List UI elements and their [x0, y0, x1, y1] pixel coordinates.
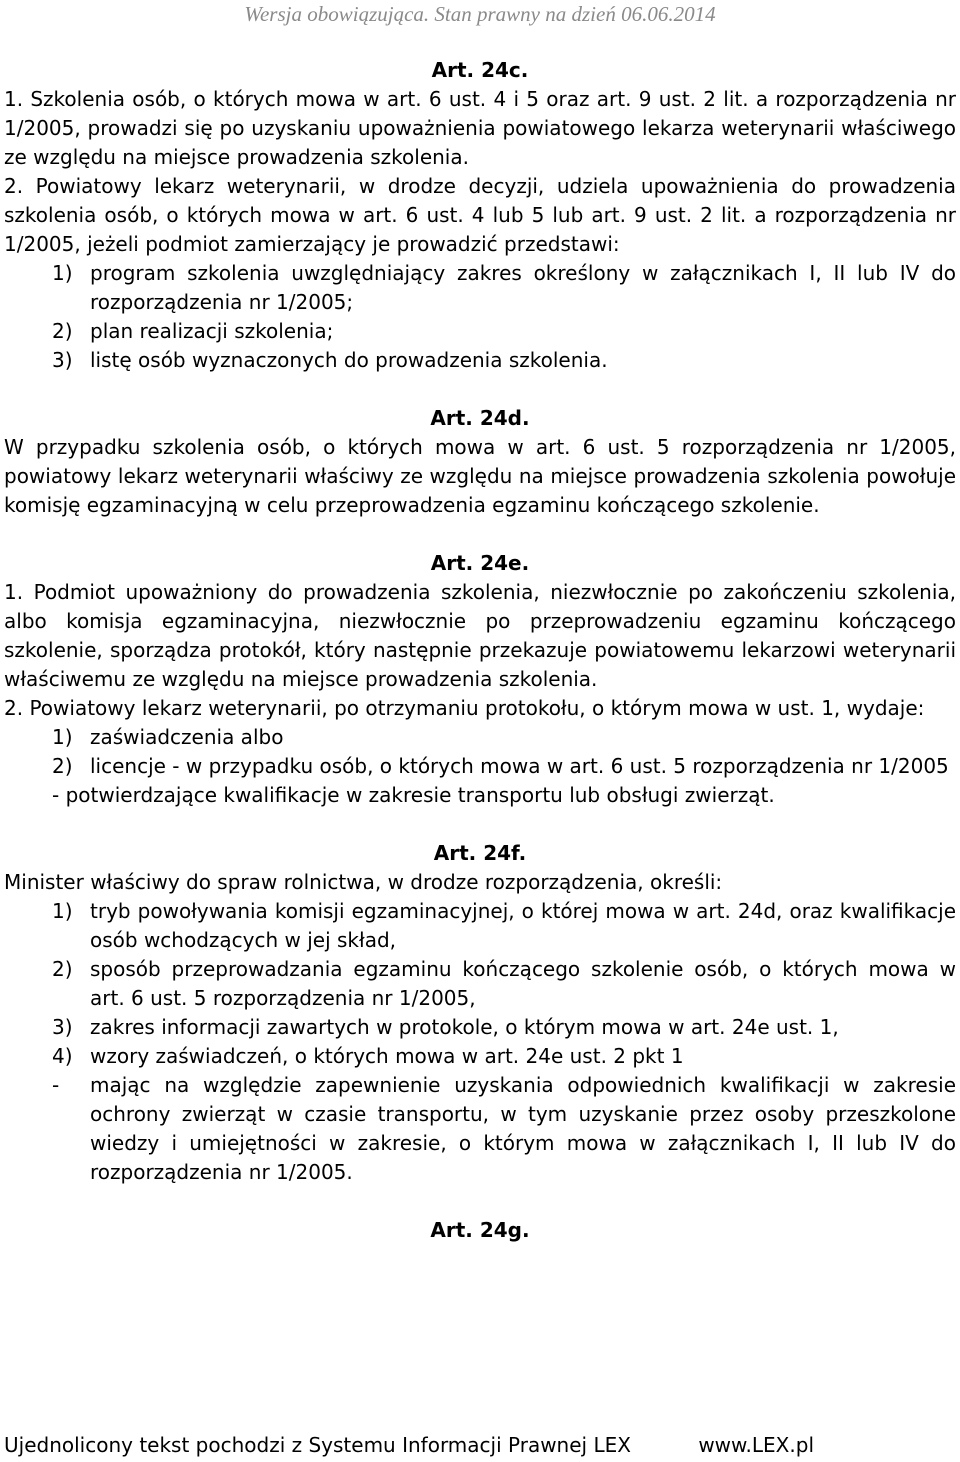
footer-source: Ujednolicony tekst pochodzi z Systemu Informacji Prawnej LEX [4, 1433, 631, 1457]
list-item [4, 1013, 956, 1042]
list-item-text: program szkolenia uwzględniający zakres określony w załącznikach I, II lub IV do rozporządzenia nr 1/2005; [90, 261, 956, 314]
list-item-number: 3) [52, 1015, 73, 1039]
list-item-text: licencje - w przypadku osób, o których mowa w art. 6 ust. 5 rozporządzenia nr 1/2005 [90, 754, 949, 778]
page-header: Wersja obowiązująca. Stan prawny na dzień 06.06.2014 [244, 2, 716, 26]
list-item-text: plan realizacji szkolenia; [90, 319, 334, 343]
article-24e-title: Art. 24e. [430, 551, 530, 575]
closing-text: mając na względzie zapewnienie uzyskania odpowiednich kwalifikacji w zakresie ochrony zwierząt w czasie transportu, w tym uzyskanie przez osoby przeszkolone wiedzy i umiejętności w zakresie, o którym mowa w załącznikach I, II lub IV do rozporządzenia nr 1/2005. [90, 1073, 956, 1184]
list-item [4, 723, 956, 752]
list-item-text: zaświadczenia albo [90, 725, 284, 749]
article-24f-closing [4, 1071, 956, 1187]
article-24f-paragraph: Minister właściwy do spraw rolnictwa, w drodze rozporządzenia, określi: [4, 870, 723, 894]
list-item [4, 317, 956, 346]
list-item-text: tryb powoływania komisji egzaminacyjnej, o której mowa w art. 24d, oraz kwalifikacje osób wchodzących w jej skład, [90, 899, 956, 952]
closing-text: - potwierdzające kwalifikacje w zakresie transportu lub obsługi zwierząt. [52, 783, 775, 807]
list-item-number: 4) [52, 1044, 73, 1068]
article-24c-title: Art. 24c. [431, 58, 529, 82]
article-24f-title: Art. 24f. [433, 841, 527, 865]
article-24e-paragraph-2: 2. Powiatowy lekarz weterynarii, po otrzymaniu protokołu, o którym mowa w ust. 1, wydaje: [4, 696, 925, 720]
list-item [4, 1042, 956, 1071]
article-24e-paragraph-1: 1. Podmiot upoważniony do prowadzenia szkolenia, niezwłocznie po zakończeniu szkolenia, albo komisja egzaminacyjna, niezwłocznie po przeprowadzeniu egzaminu kończącego szkolenie, sporządza protokół, który następnie przekazuje powiatowemu lekarzowi weterynarii właściwemu ze względu na miejsce prowadzenia szkolenia. [4, 580, 956, 691]
article-24e-closing [4, 781, 956, 810]
article-24d-paragraph: W przypadku szkolenia osób, o których mowa w art. 6 ust. 5 rozporządzenia nr 1/2005, powiatowy lekarz weterynarii właściwy ze względu na miejsce prowadzenia szkolenia powołuje komisję egzaminacyjną w celu przeprowadzenia egzaminu kończącego szkolenie. [4, 435, 956, 517]
list-item-text: listę osób wyznaczonych do prowadzenia szkolenia. [90, 348, 608, 372]
list-item-text: sposób przeprowadzania egzaminu kończącego szkolenie osób, o których mowa w art. 6 ust. 5 rozporządzenia nr 1/2005, [90, 957, 956, 1010]
article-24c-paragraph-1: 1. Szkolenia osób, o których mowa w art. 6 ust. 4 i 5 oraz art. 9 ust. 2 lit. a rozporządzenia nr 1/2005, prowadzi się po uzyskaniu upoważnienia powiatowego lekarza weterynarii właściwego ze względu na miejsce prowadzenia szkolenia. [4, 87, 956, 169]
document-body [4, 56, 956, 1245]
list-item-text: wzory zaświadczeń, o których mowa w art. 24e ust. 2 pkt 1 [90, 1044, 684, 1068]
list-item-text: zakres informacji zawartych w protokole, o którym mowa w art. 24e ust. 1, [90, 1015, 839, 1039]
list-item-number: 1) [52, 725, 73, 749]
list-item [4, 259, 956, 317]
list-item [4, 752, 956, 781]
list-item [4, 955, 956, 1013]
list-item-number: 2) [52, 754, 73, 778]
page-footer [4, 1432, 956, 1458]
list-item-number: 1) [52, 261, 73, 285]
list-item-number: 2) [52, 957, 73, 981]
footer-website-link[interactable]: www.LEX.pl [698, 1433, 814, 1457]
closing-dash: - [52, 1073, 60, 1097]
list-item [4, 346, 956, 375]
list-item-number: 3) [52, 348, 73, 372]
article-24d-title: Art. 24d. [430, 406, 530, 430]
list-item [4, 897, 956, 955]
article-24c-paragraph-2: 2. Powiatowy lekarz weterynarii, w drodze decyzji, udziela upoważnienia do prowadzenia szkolenia osób, o których mowa w art. 6 ust. 4 lub 5 lub art. 9 ust. 2 lit. a rozporządzenia nr 1/2005, jeżeli podmiot zamierzający je prowadzić przedstawi: [4, 174, 956, 256]
list-item-number: 1) [52, 899, 73, 923]
list-item-number: 2) [52, 319, 73, 343]
article-24g-title: Art. 24g. [430, 1218, 530, 1242]
